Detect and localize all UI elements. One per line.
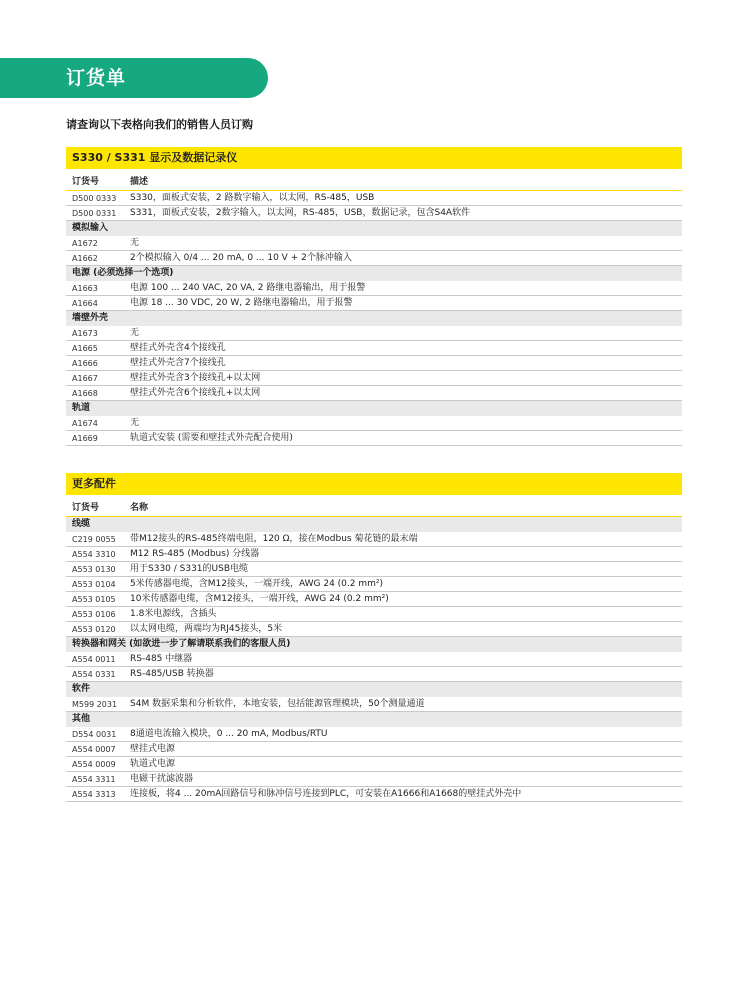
order-code: A1662 [72,254,98,263]
row-description: RS-485 中继器 [130,654,193,664]
table-row [66,772,682,787]
order-code: D500 0331 [72,209,117,218]
row-description: S331，面板式安装，2数字输入，以太网，RS-485，USB，数据记录，包含S4A软件 [130,208,471,218]
section-header: 更多配件 [66,473,682,495]
column-header-desc: 描述 [130,177,149,187]
order-code: A1664 [72,299,98,308]
table-row [66,236,682,251]
row-description: 8通道电流输入模块，0 ... 20 mA, Modbus/RTU [130,729,328,739]
table-row [66,251,682,266]
order-code: A553 0120 [72,625,116,634]
order-code: A554 0011 [72,655,116,664]
table-row [66,562,682,577]
order-code: A1673 [72,329,98,338]
row-description: 连接板，将4 ... 20mA回路信号和脉冲信号连接到PLC，可安装在A1666和A1668的壁挂式外壳中 [130,789,522,799]
group-header: 转换器和网关 (如欲进一步了解请联系我们的客服人员) [66,637,682,652]
table-row [66,727,682,742]
table-row [66,622,682,637]
order-code: A1666 [72,359,98,368]
group-header: 电源 (必须选择一个选项) [66,266,682,281]
intro-text: 请查询以下表格向我们的销售人员订购 [66,118,253,131]
order-code: A1669 [72,434,98,443]
order-code: A1672 [72,239,98,248]
group-header: 轨道 [66,401,682,416]
table-row [66,386,682,401]
order-code: A554 3313 [72,790,116,799]
group-header: 模拟输入 [66,221,682,236]
table-row [66,757,682,772]
row-description: M12 RS-485 (Modbus) 分线器 [130,549,260,559]
row-description: 壁挂式外壳含4个接线孔 [130,343,226,353]
table-row [66,652,682,667]
order-code: A554 0331 [72,670,116,679]
table-row [66,296,682,311]
row-description: 壁挂式电源 [130,744,176,754]
order-code: A554 3311 [72,775,116,784]
row-description: 1.8米电源线，含插头 [130,609,217,619]
order-code: A553 0104 [72,580,116,589]
column-header [66,500,682,517]
table-row [66,697,682,712]
title-banner [0,58,268,98]
section-header: S330 / S331 显示及数据记录仪 [66,147,682,169]
order-code: D554 0031 [72,730,117,739]
order-code: D500 0333 [72,194,117,203]
group-header: 墙壁外壳 [66,311,682,326]
column-header-code: 订货号 [72,503,100,513]
table-row [66,787,682,802]
row-description: 2个模拟输入 0/4 ... 20 mA, 0 ... 10 V + 2个脉冲输入 [130,253,352,263]
order-code: A553 0105 [72,595,116,604]
order-code: A553 0106 [72,610,116,619]
table-row [66,371,682,386]
order-code: A1663 [72,284,98,293]
row-description: S4M 数据采集和分析软件，本地安装，包括能源管理模块，50个测量通道 [130,699,425,709]
table-row [66,206,682,221]
group-header: 软件 [66,682,682,697]
order-code: A1674 [72,419,98,428]
table-row [66,667,682,682]
table-row [66,607,682,622]
row-description: 无 [130,328,140,338]
table-row [66,592,682,607]
order-code: A554 0007 [72,745,116,754]
order-code: A553 0130 [72,565,116,574]
order-code: A1665 [72,344,98,353]
row-description: S330，面板式安装，2 路数字输入，以太网，RS-485，USB [130,193,375,203]
column-header [66,174,682,191]
row-description: 带M12接头的RS-485终端电阻，120 Ω，接在Modbus 菊花链的最末端 [130,534,418,544]
order-code: A554 0009 [72,760,116,769]
row-description: 壁挂式外壳含6个接线孔+以太网 [130,388,261,398]
order-table-s330 [66,147,682,446]
row-description: 以太网电缆，两端均为RJ45接头，5米 [130,624,283,634]
order-code: A554 3310 [72,550,116,559]
table-row [66,356,682,371]
table-row [66,326,682,341]
column-header-desc: 名称 [130,503,149,513]
row-description: 10米传感器电缆，含M12接头，一端开线，AWG 24 (0.2 mm²) [130,594,389,604]
row-description: 电源 100 ... 240 VAC, 20 VA, 2 路继电器输出，用于报警 [130,283,366,293]
row-description: 壁挂式外壳含7个接线孔 [130,358,226,368]
page-title: 订货单 [66,67,127,89]
table-row [66,742,682,757]
table-row [66,577,682,592]
row-description: 轨道式电源 [130,759,176,769]
row-description: 电源 18 ... 30 VDC, 20 W, 2 路继电器输出，用于报警 [130,298,353,308]
column-header-code: 订货号 [72,177,100,187]
table-row [66,191,682,206]
order-code: C219 0055 [72,535,116,544]
row-description: 无 [130,418,140,428]
table-row [66,341,682,356]
row-description: 无 [130,238,140,248]
row-description: 壁挂式外壳含3个接线孔+以太网 [130,373,261,383]
row-description: RS-485/USB 转换器 [130,669,214,679]
order-code: A1667 [72,374,98,383]
row-description: 用于S330 / S331的USB电缆 [130,564,249,574]
group-header: 线缆 [66,517,682,532]
order-table-accessories [66,473,682,802]
row-description: 5米传感器电缆，含M12接头，一端开线，AWG 24 (0.2 mm²) [130,579,383,589]
group-header: 其他 [66,712,682,727]
table-row [66,416,682,431]
row-description: 电磁干扰滤波器 [130,774,194,784]
table-row [66,547,682,562]
table-row [66,431,682,446]
table-row [66,281,682,296]
row-description: 轨道式安装 (需要和壁挂式外壳配合使用) [130,433,293,443]
order-code: M599 2031 [72,700,118,709]
table-row [66,532,682,547]
order-code: A1668 [72,389,98,398]
